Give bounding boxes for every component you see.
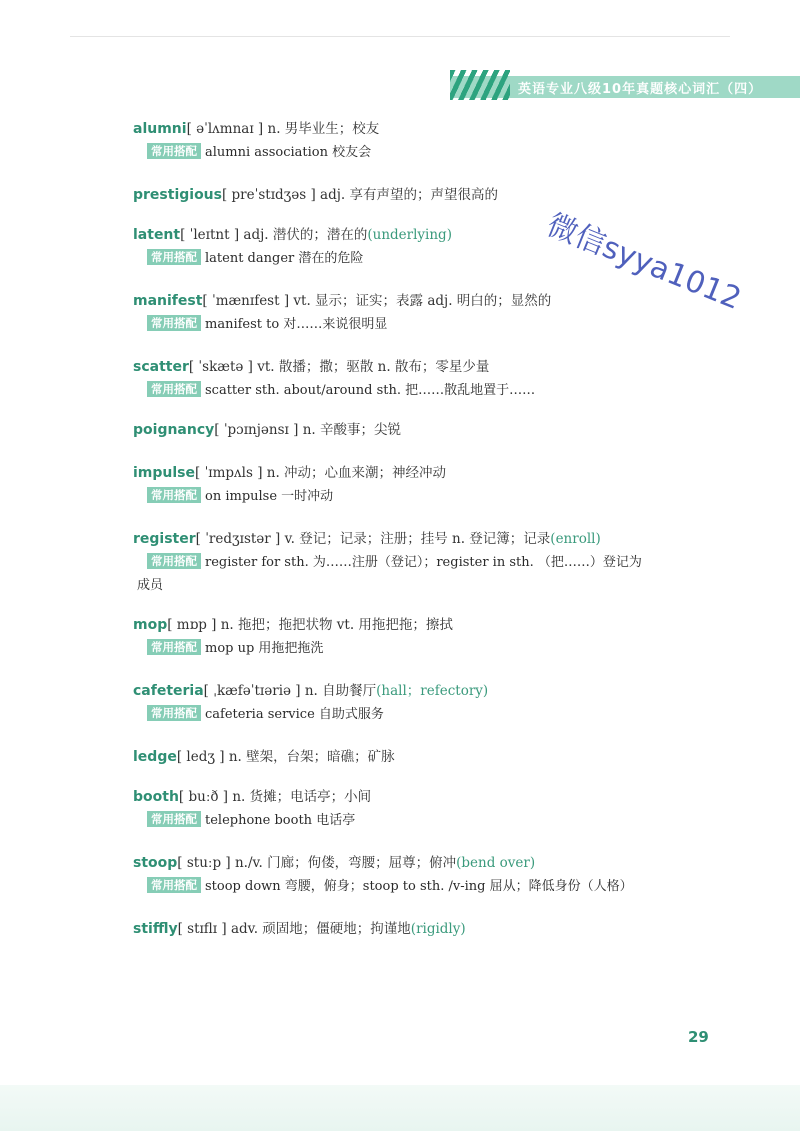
definition: n. 自助餐厅 bbox=[304, 683, 377, 699]
collocation-text: scatter sth. about/around sth. 把……散乱地置于…… bbox=[205, 383, 536, 398]
phonetic: [ əˈlʌmnaɪ ] bbox=[186, 121, 264, 137]
collocation-line bbox=[133, 875, 723, 898]
collocation-text: on impulse 一时冲动 bbox=[205, 489, 334, 504]
collocation-line bbox=[133, 485, 723, 508]
collocation-tag: 常用搭配 bbox=[147, 381, 201, 397]
definition: n. 壁架，台架；暗礁；矿脉 bbox=[228, 749, 395, 765]
headword: stiffly bbox=[133, 921, 178, 937]
collocation-text: latent danger 潜在的危险 bbox=[205, 251, 364, 266]
collocation-continuation: 成员 bbox=[137, 578, 164, 593]
collocation-tag: 常用搭配 bbox=[147, 487, 201, 503]
phonetic: [ ˈskætə ] bbox=[188, 359, 253, 375]
phonetic: [ ˈmænɪfest ] bbox=[202, 293, 290, 309]
vocab-entry bbox=[133, 290, 723, 336]
headword: impulse bbox=[133, 465, 196, 481]
collocation-tag: 常用搭配 bbox=[147, 553, 201, 569]
footer-band bbox=[0, 1085, 800, 1131]
collocation-text: mop up 用拖把拖洗 bbox=[205, 641, 324, 656]
headword: manifest bbox=[133, 293, 203, 309]
entry-headline bbox=[133, 356, 723, 379]
phonetic: [ ˈɪmpʌls ] bbox=[195, 465, 263, 481]
phonetic: [ ledʒ ] bbox=[176, 749, 225, 765]
definition: adv. 顽固地；僵硬地；拘谨地 bbox=[230, 921, 411, 937]
phonetic: [ ˈpɔɪnjənsɪ ] bbox=[214, 422, 299, 438]
collocation-tag: 常用搭配 bbox=[147, 877, 201, 893]
vocab-entry bbox=[133, 852, 723, 898]
definition: n. 货摊；电话亭；小间 bbox=[232, 789, 372, 805]
vocab-entry bbox=[133, 118, 723, 164]
definition: n./v. 门廊；佝偻，弯腰；屈尊；俯冲 bbox=[234, 855, 457, 871]
headword: poignancy bbox=[133, 422, 215, 438]
synonym: (rigidly) bbox=[410, 921, 466, 937]
entry-headline bbox=[133, 614, 723, 637]
vocab-entry bbox=[133, 528, 723, 597]
phonetic: [ preˈstɪdʒəs ] bbox=[221, 187, 316, 203]
synonym: (underlying) bbox=[367, 227, 452, 243]
entry-headline bbox=[133, 290, 723, 313]
definition: vt. 散播；撒；驱散 n. 散布；零星少量 bbox=[257, 359, 490, 375]
entry-headline bbox=[133, 786, 723, 809]
phonetic: [ ˈredʒɪstər ] bbox=[195, 531, 281, 547]
entry-headline bbox=[133, 118, 723, 141]
collocation-text: stoop down 弯腰，俯身；stoop to sth. /v-ing 屈从；降低身份（人格） bbox=[205, 879, 633, 894]
collocation-line bbox=[133, 551, 723, 574]
collocation-text: register for sth. 为……注册（登记）；register in sth. （把……）登记为 bbox=[205, 555, 642, 570]
vocab-entry bbox=[133, 918, 723, 941]
watermark-text: 微信syya1012 bbox=[541, 207, 746, 317]
headword: ledge bbox=[133, 749, 177, 765]
definition: vt. 显示；证实；表露 adj. 明白的；显然的 bbox=[293, 293, 552, 309]
vocab-entry bbox=[133, 786, 723, 832]
entry-headline bbox=[133, 419, 723, 442]
headword: latent bbox=[133, 227, 181, 243]
definition: n. 男毕业生；校友 bbox=[267, 121, 380, 137]
headword: mop bbox=[133, 617, 168, 633]
entry-headline bbox=[133, 918, 723, 941]
entry-headline bbox=[133, 680, 723, 703]
phonetic: [ buːð ] bbox=[178, 789, 229, 805]
collocation-line bbox=[133, 141, 723, 164]
definition: n. 冲动；心血来潮；神经冲动 bbox=[266, 465, 447, 481]
collocation-line bbox=[133, 809, 723, 832]
phonetic: [ ˌkæfəˈtɪəriə ] bbox=[203, 683, 301, 699]
definition: adj. 潜伏的；潜在的 bbox=[243, 227, 368, 243]
vocab-entry bbox=[133, 419, 723, 442]
collocation-text: cafeteria service 自助式服务 bbox=[205, 707, 384, 722]
entry-headline bbox=[133, 746, 723, 769]
headword: register bbox=[133, 531, 196, 547]
phonetic: [ stuːp ] bbox=[177, 855, 231, 871]
collocation-line bbox=[133, 703, 723, 726]
headword: stoop bbox=[133, 855, 178, 871]
vocab-entry bbox=[133, 462, 723, 508]
collocation-tag: 常用搭配 bbox=[147, 811, 201, 827]
vocab-entry bbox=[133, 680, 723, 726]
collocation-tag: 常用搭配 bbox=[147, 315, 201, 331]
phonetic: [ mɒp ] bbox=[167, 617, 217, 633]
vocab-entry bbox=[133, 614, 723, 660]
page-number: 29 bbox=[688, 1028, 709, 1046]
entry-headline bbox=[133, 184, 723, 207]
definition: n. 辛酸事；尖锐 bbox=[302, 422, 402, 438]
collocation-text: telephone booth 电话亭 bbox=[205, 813, 356, 828]
collocation-tag: 常用搭配 bbox=[147, 143, 201, 159]
vocab-entry bbox=[133, 184, 723, 207]
synonym: (hall；refectory) bbox=[376, 683, 489, 699]
entry-headline bbox=[133, 528, 723, 551]
vocab-entry bbox=[133, 356, 723, 402]
definition: v. 登记；记录；注册；挂号 n. 登记簿；记录 bbox=[284, 531, 551, 547]
vocab-entry bbox=[133, 746, 723, 769]
collocation-line bbox=[133, 379, 723, 402]
synonym: (bend over) bbox=[456, 855, 536, 871]
collocation-text: manifest to 对……来说很明显 bbox=[205, 317, 388, 332]
headword: booth bbox=[133, 789, 179, 805]
entry-headline bbox=[133, 462, 723, 485]
definition: n. 拖把；拖把状物 vt. 用拖把拖；擦拭 bbox=[220, 617, 453, 633]
collocation-line bbox=[133, 313, 723, 336]
entry-headline bbox=[133, 852, 723, 875]
collocation-tag: 常用搭配 bbox=[147, 249, 201, 265]
headword: scatter bbox=[133, 359, 189, 375]
phonetic: [ ˈleɪtnt ] bbox=[180, 227, 240, 243]
phonetic: [ stɪflɪ ] bbox=[177, 921, 227, 937]
headword: alumni bbox=[133, 121, 187, 137]
synonym: (enroll) bbox=[550, 531, 601, 547]
collocation-tag: 常用搭配 bbox=[147, 639, 201, 655]
header-stripes bbox=[450, 70, 510, 100]
collocation-tag: 常用搭配 bbox=[147, 705, 201, 721]
collocation-text: alumni association 校友会 bbox=[205, 145, 372, 160]
headword: prestigious bbox=[133, 187, 222, 203]
top-rule bbox=[70, 36, 730, 37]
definition: adj. 享有声望的；声望很高的 bbox=[320, 187, 499, 203]
headword: cafeteria bbox=[133, 683, 204, 699]
running-header: 英语专业八级10年真题核心词汇（四） bbox=[518, 82, 763, 97]
collocation-line bbox=[133, 637, 723, 660]
